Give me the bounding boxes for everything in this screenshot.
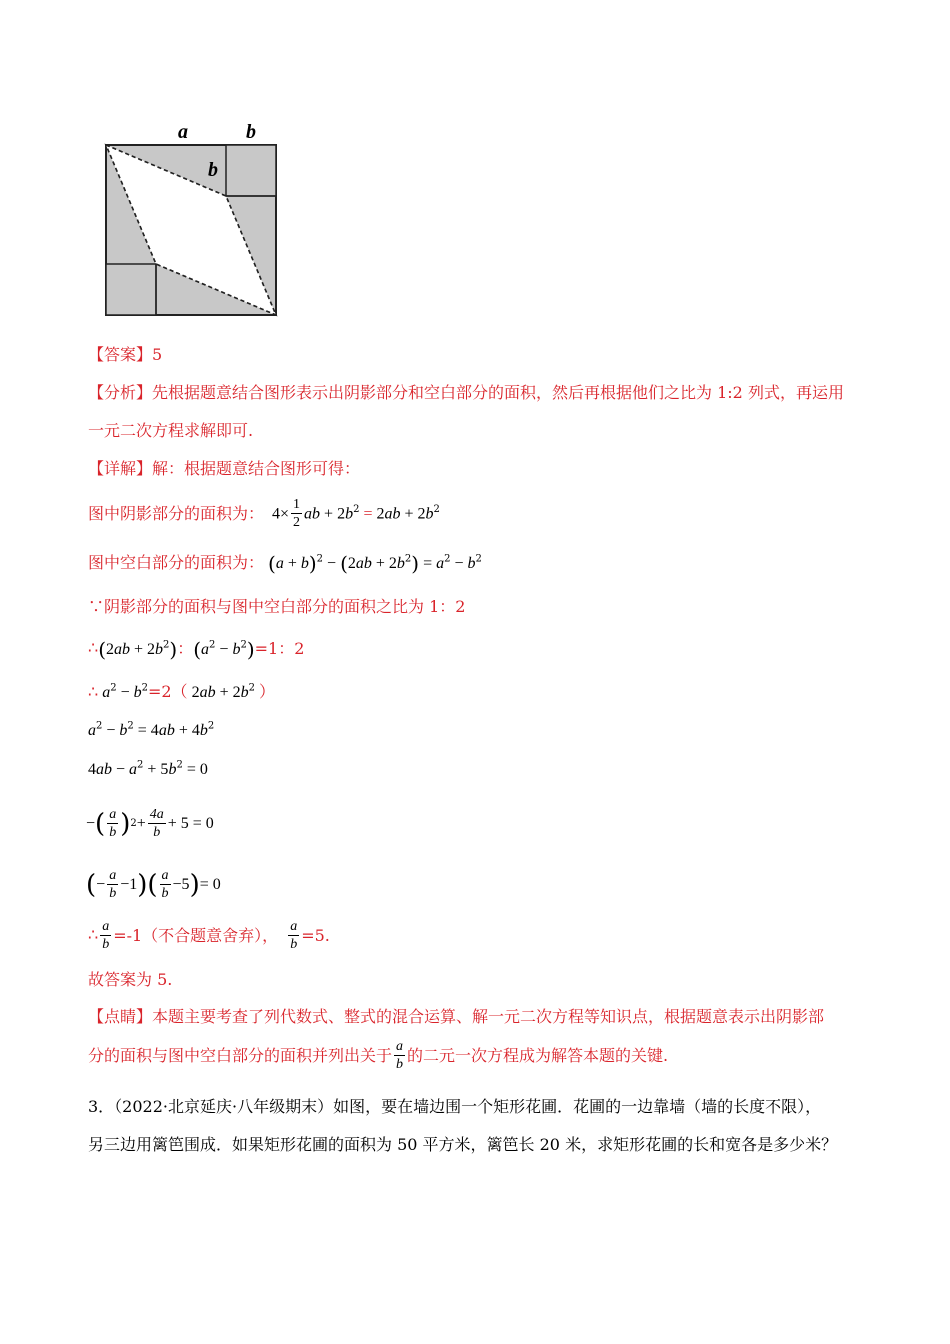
equation-line-2: $4ab - a^2 + 5b^2 = 0$	[88, 759, 208, 778]
answer-line	[88, 345, 162, 365]
shade-area-line	[88, 494, 440, 534]
comment-text-1: 本题主要考查了列代数式、整式的混合运算、解一元二次方程等知识点，根据题意表示出阴影部	[152, 1007, 825, 1026]
label-a: a	[178, 121, 188, 143]
detail-tag: 【详解】	[88, 459, 153, 478]
therefore-eq2: =2（	[147, 682, 188, 701]
label-b-inner: b	[208, 159, 218, 181]
ratio-tail: =1：2	[254, 639, 305, 658]
analysis-line-2: 一元二次方程求解即可.	[88, 421, 254, 440]
analysis-tag: 【分析】	[88, 383, 153, 402]
analysis-line-1	[88, 383, 844, 403]
answer-value: 5	[152, 345, 163, 364]
detail-text: 解：根据题意结合图形可得：	[152, 459, 361, 478]
bottom-left-small-square	[106, 264, 156, 315]
answer-tag: 【答案】	[88, 345, 153, 364]
shade-area-formula: 4× $\frac{1}{2}$ ab + $2b^2 = 2ab + 2b^2$	[272, 497, 440, 530]
label-b-top: b	[246, 121, 256, 143]
analysis-text-1: 先根据题意结合图形表示出阴影部分和空白部分的面积，然后再根据他们之比为 1:2 列式，再运用	[152, 383, 844, 402]
top-right-small-square	[226, 145, 276, 196]
shade-area-label: 图中阴影部分的面积为：	[88, 504, 265, 523]
blank-area-formula: $(a + b)^2 - (2ab + 2b^2) = a^2 - b^2$	[268, 551, 482, 575]
therefore-line-1: ∴ $a^2 - b^2=2$（ $2ab + 2b^2$ ）	[88, 682, 275, 701]
equation-line-4: ( − $\frac{a}{b}$ −1 ) ( $\frac{a}{b}$ −5 ) = 0	[86, 868, 221, 901]
blank-area-line	[88, 550, 482, 576]
question3-line-1: 3．（2022·北京延庆·八年级期末）如图，要在墙边围一个矩形花圃．花圃的一边靠墙（墙的长度不限），	[88, 1097, 822, 1116]
root-1: =-1（不合题意舍弃），	[113, 926, 279, 945]
because-line: ∵阴影部分的面积与图中空白部分的面积之比为 1：2	[88, 597, 466, 616]
ratio-formula: $(2ab + 2b^2)$	[98, 637, 178, 661]
equation-line-1: $a^2 - b^2 = 4ab + 4b^2$	[88, 720, 215, 739]
comment-line-1	[88, 1007, 824, 1027]
root-2: =5.	[301, 926, 330, 945]
comment-text-2a: 分的面积与图中空白部分的面积并列出关于	[88, 1046, 393, 1065]
comment-line-2: 分的面积与图中空白部分的面积并列出关于 $\frac{a}{b}$ 的二元一次方程成为解答本题的关键.	[88, 1039, 669, 1072]
detail-line	[88, 459, 360, 479]
ratio-colon: ：	[177, 639, 194, 658]
ratio-line: ∴ $(2ab + 2b^2)$ ： $(a^2 - b^2)$ =1：2	[88, 637, 305, 661]
comment-tag: 【点睛】	[88, 1007, 153, 1026]
blank-area-label: 图中空白部分的面积为：	[88, 553, 265, 572]
conclusion-line: 故答案为 5.	[88, 970, 173, 989]
equation-line-3: − ( $\frac{a}{b}$ ) 2 + $\frac{4a}{b}$ + 5 = 0	[86, 807, 214, 840]
geometry-figure	[90, 110, 290, 330]
question3-line-2: 另三边用篱笆围成．如果矩形花圃的面积为 50 平方米，篱笆长 20 米，求矩形花圃的长和宽各是多少米？	[88, 1135, 838, 1154]
comment-text-2b: 的二元一次方程成为解答本题的关键.	[407, 1046, 669, 1065]
roots-line: ∴ $\frac{a}{b}$ =-1（不合题意舍弃）， $\frac{a}{b}$ =5.	[88, 919, 330, 952]
